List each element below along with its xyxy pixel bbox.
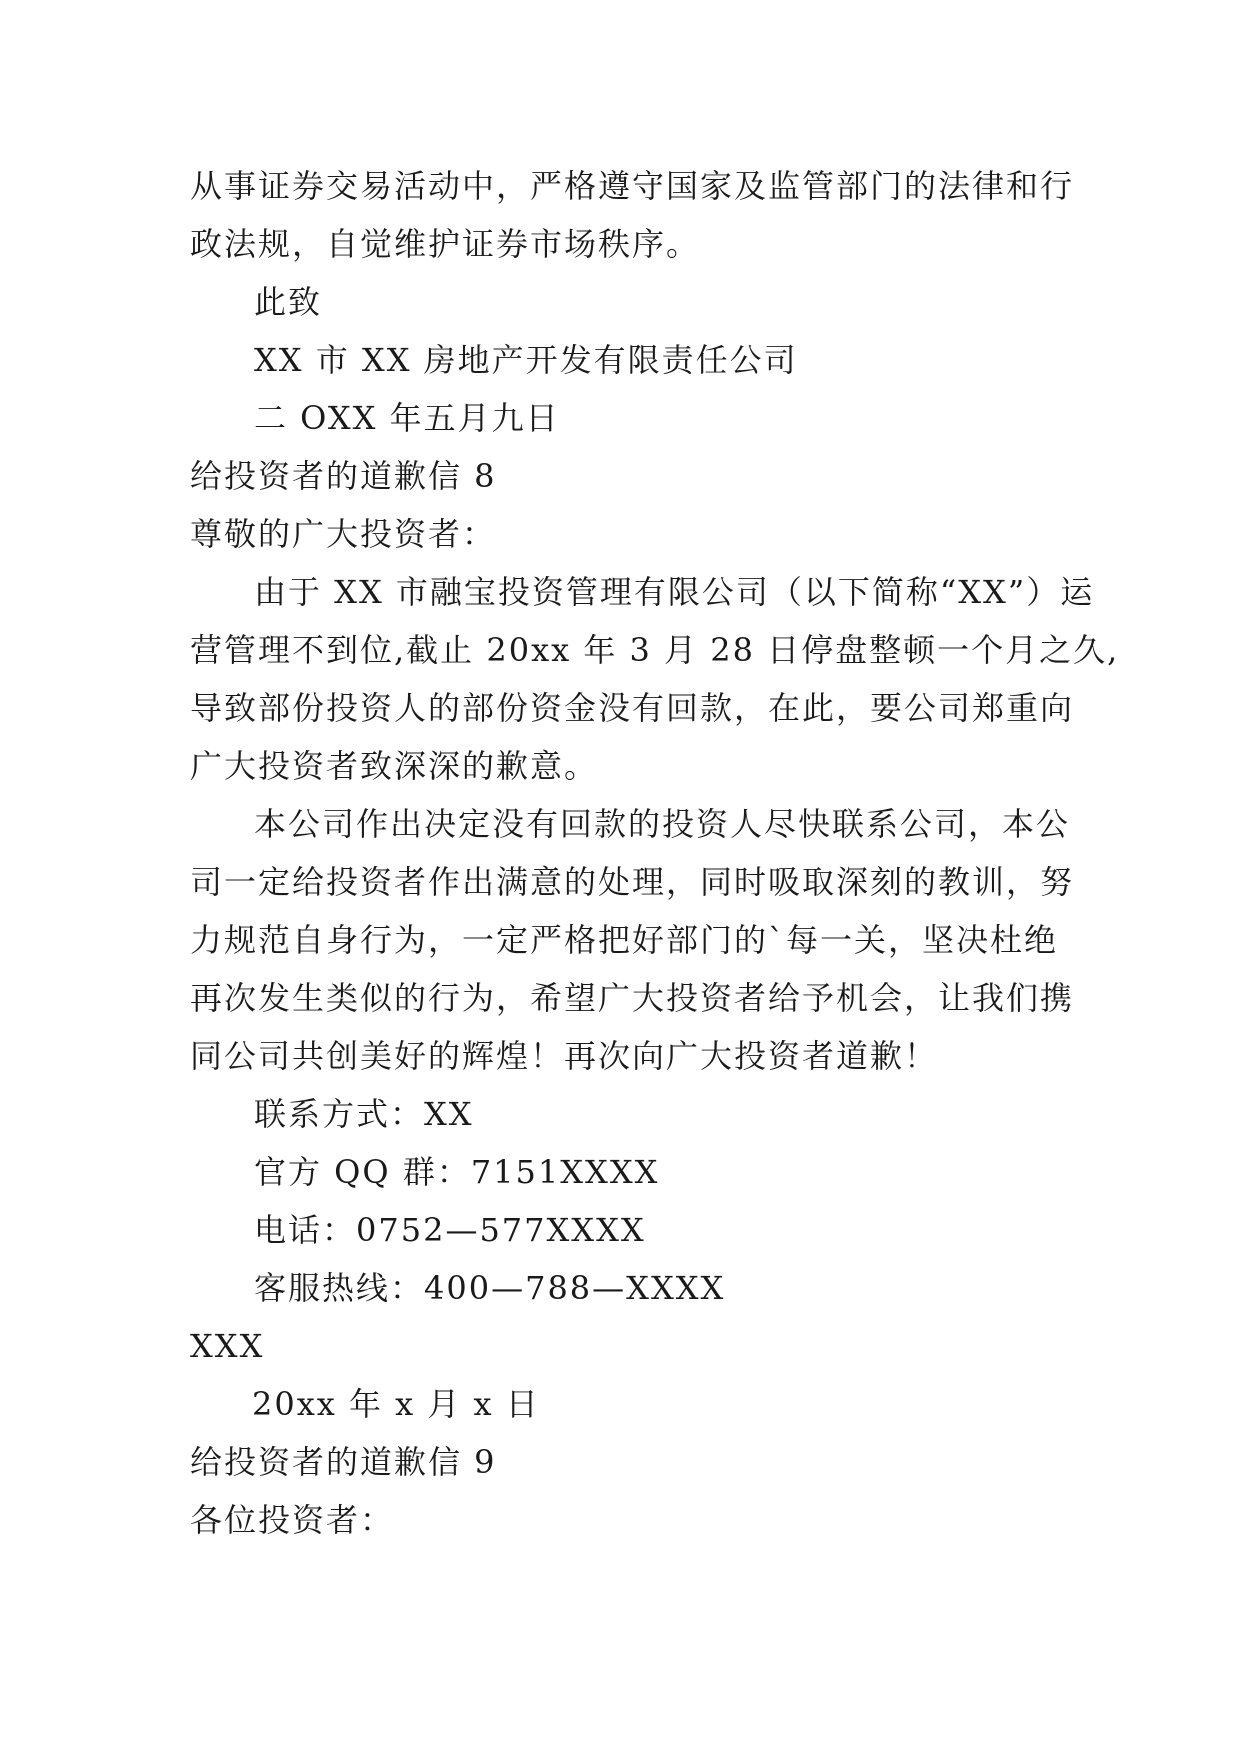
contact-qq-group: 官方 QQ 群：7151XXXX — [254, 1153, 660, 1191]
closing-salutation: 此致 — [254, 283, 323, 321]
body-text-line: 同公司共创美好的辉煌！再次向广大投资者道歉！ — [190, 1037, 939, 1075]
signature-date: 20xx 年 x 月 x 日 — [252, 1385, 540, 1423]
body-text-line: 力规范自身行为，一定严格把好部门的`每一关，坚决杜绝 — [190, 921, 1059, 959]
signature-name: XXX — [190, 1327, 265, 1365]
section-heading: 给投资者的道歉信 9 — [190, 1443, 497, 1481]
contact-hotline: 客服热线：400—788—XXXX — [254, 1269, 726, 1307]
signature-company: XX 市 XX 房地产开发有限责任公司 — [254, 341, 798, 379]
body-text-line: 广大投资者致深深的歉意。 — [190, 747, 599, 785]
body-text-line: 司一定给投资者作出满意的处理，同时吸取深刻的教训，努 — [190, 863, 1075, 901]
contact-method: 联系方式：XX — [254, 1095, 474, 1133]
body-text-line: 从事证券交易活动中，严格遵守国家及监管部门的法律和行 — [190, 167, 1075, 205]
body-text-line: 营管理不到位,截止 20xx 年 3 月 28 日停盘整顿一个月之久, — [190, 631, 1120, 669]
signature-date: 二 OXX 年五月九日 — [254, 399, 560, 437]
contact-phone: 电话：0752—577XXXX — [254, 1211, 646, 1249]
body-text-line: 再次发生类似的行为，希望广大投资者给予机会，让我们携 — [190, 979, 1075, 1017]
body-text-line: 由于 XX 市融宝投资管理有限公司（以下简称“XX”）运 — [254, 573, 1095, 611]
body-text-line: 本公司作出决定没有回款的投资人尽快联系公司，本公 — [254, 805, 1071, 843]
letter-greeting: 尊敬的广大投资者： — [190, 515, 497, 553]
body-text-line: 政法规，自觉维护证券市场秩序。 — [190, 225, 701, 263]
body-text-line: 导致部份投资人的部份资金没有回款，在此，要公司郑重向 — [190, 689, 1075, 727]
section-heading: 给投资者的道歉信 8 — [190, 457, 497, 495]
letter-greeting: 各位投资者： — [190, 1501, 395, 1539]
